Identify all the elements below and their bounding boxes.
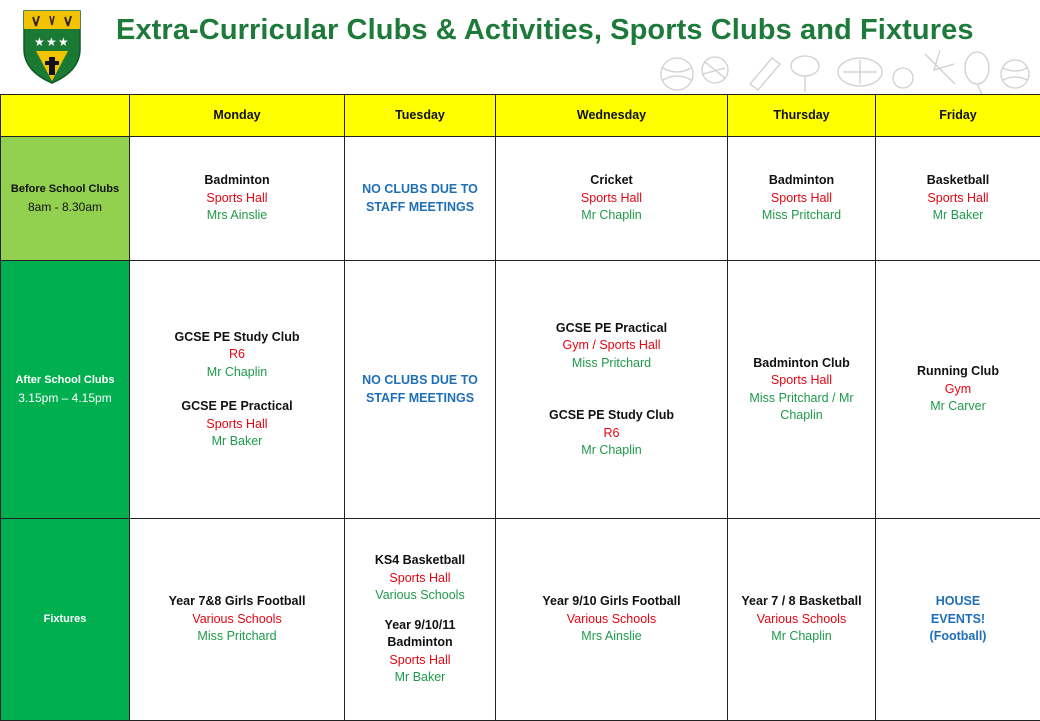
cell-after-thursday: [728, 261, 876, 519]
activity-staff: Mr Chaplin: [500, 442, 723, 460]
activity-staff: Mrs Ainslie: [134, 207, 340, 225]
activity-name: KS4 Basketball: [349, 552, 491, 570]
cell-after-wednesday: [496, 261, 728, 519]
activity-name: Basketball: [880, 172, 1036, 190]
sports-equipment-doodles: [655, 44, 1040, 96]
activity-location: Gym: [880, 381, 1036, 399]
day-header-monday: Monday: [130, 95, 345, 137]
notice-text: NO CLUBS DUE TO STAFF MEETINGS: [349, 181, 491, 216]
cell-fixtures-monday: [130, 519, 345, 721]
cell-after-monday: [130, 261, 345, 519]
activity-staff: Mr Chaplin: [134, 364, 340, 382]
before-school-row: [1, 137, 1040, 261]
activities-timetable: [0, 94, 1040, 721]
row-label-time: 3.15pm – 4.15pm: [5, 390, 125, 408]
activity-name: Year 9/10/11 Badminton: [349, 617, 491, 652]
after-school-row: [1, 261, 1040, 519]
activity-entry: [880, 172, 1036, 225]
cell-before-tuesday: [345, 137, 496, 261]
cell-before-thursday: [728, 137, 876, 261]
activity-entry: [732, 355, 871, 425]
activity-staff: Mrs Ainslie: [500, 628, 723, 646]
header-corner-cell: [1, 95, 130, 137]
svg-text:★: ★: [46, 35, 57, 49]
day-header-wednesday: Wednesday: [496, 95, 728, 137]
activity-entry: [500, 172, 723, 225]
activity-name: Badminton: [134, 172, 340, 190]
day-header-friday: Friday: [876, 95, 1040, 137]
activity-staff: Mr Chaplin: [500, 207, 723, 225]
activity-location: Sports Hall: [349, 652, 491, 670]
activity-name: GCSE PE Study Club: [500, 407, 723, 425]
activity-entry: [732, 593, 871, 646]
activity-name: Running Club: [880, 363, 1036, 381]
row-label-after-school: [1, 261, 130, 519]
row-label-time: 8am - 8.30am: [5, 199, 125, 217]
activity-name: Badminton Club: [732, 355, 871, 373]
activity-name: Year 7&8 Girls Football: [134, 593, 340, 611]
page-title: Extra-Curricular Clubs & Activities, Sports Clubs and Fixtures: [116, 14, 974, 47]
activity-entry: [349, 552, 491, 605]
activity-location: Sports Hall: [880, 190, 1036, 208]
fixtures-row: [1, 519, 1040, 721]
activity-staff: Various Schools: [349, 587, 491, 605]
activity-name: Year 9/10 Girls Football: [500, 593, 723, 611]
activity-name: GCSE PE Practical: [500, 320, 723, 338]
activity-location: Sports Hall: [134, 416, 340, 434]
activity-name: GCSE PE Study Club: [134, 329, 340, 347]
cell-before-friday: [876, 137, 1040, 261]
activity-location: Gym / Sports Hall: [500, 337, 723, 355]
activity-location: R6: [500, 425, 723, 443]
activity-staff: Mr Baker: [349, 669, 491, 687]
activity-location: Sports Hall: [134, 190, 340, 208]
activity-location: R6: [134, 346, 340, 364]
cell-fixtures-wednesday: [496, 519, 728, 721]
activity-name: GCSE PE Practical: [134, 398, 340, 416]
cell-fixtures-tuesday: [345, 519, 496, 721]
activity-location: Sports Hall: [500, 190, 723, 208]
activity-entry: [134, 329, 340, 382]
activity-name: Cricket: [500, 172, 723, 190]
activity-staff: Mr Baker: [880, 207, 1036, 225]
svg-text:★: ★: [34, 35, 45, 49]
activity-entry: [732, 172, 871, 225]
activity-name: Badminton: [732, 172, 871, 190]
row-label-fixtures: [1, 519, 130, 721]
cell-before-monday: [130, 137, 345, 261]
day-header-tuesday: Tuesday: [345, 95, 496, 137]
activity-entry: [500, 320, 723, 373]
cell-fixtures-thursday: [728, 519, 876, 721]
activity-entry: [500, 407, 723, 460]
activity-entry: [134, 172, 340, 225]
activity-entry: [349, 617, 491, 687]
activity-location: Various Schools: [134, 611, 340, 629]
activity-location: Various Schools: [500, 611, 723, 629]
cell-after-tuesday: [345, 261, 496, 519]
activity-location: Sports Hall: [349, 570, 491, 588]
activity-location: Various Schools: [732, 611, 871, 629]
svg-text:★: ★: [58, 35, 69, 49]
day-header-thursday: Thursday: [728, 95, 876, 137]
page-header: [0, 0, 1040, 94]
row-label-title: After School Clubs: [5, 372, 125, 390]
notice-text: HOUSE EVENTS! (Football): [880, 593, 1036, 646]
activity-entry: [134, 398, 340, 451]
school-crest-logo: [22, 9, 82, 85]
activity-staff: Miss Pritchard / Mr Chaplin: [732, 390, 871, 425]
activity-staff: Miss Pritchard: [732, 207, 871, 225]
activity-entry: [880, 363, 1036, 416]
cell-before-wednesday: [496, 137, 728, 261]
notice-text: NO CLUBS DUE TO STAFF MEETINGS: [349, 372, 491, 407]
day-header-row: [1, 95, 1040, 137]
activity-entry: [134, 593, 340, 646]
activity-entry: [500, 593, 723, 646]
activity-staff: Mr Baker: [134, 433, 340, 451]
row-label-title: Before School Clubs: [5, 181, 125, 199]
row-label-title: Fixtures: [5, 611, 125, 629]
activity-staff: Mr Carver: [880, 398, 1036, 416]
cell-after-friday: [876, 261, 1040, 519]
activity-staff: Miss Pritchard: [500, 355, 723, 373]
activity-staff: Mr Chaplin: [732, 628, 871, 646]
activity-location: Sports Hall: [732, 372, 871, 390]
activity-staff: Miss Pritchard: [134, 628, 340, 646]
cell-fixtures-friday: [876, 519, 1040, 721]
activity-name: Year 7 / 8 Basketball: [732, 593, 871, 611]
row-label-before-school: [1, 137, 130, 261]
activity-location: Sports Hall: [732, 190, 871, 208]
